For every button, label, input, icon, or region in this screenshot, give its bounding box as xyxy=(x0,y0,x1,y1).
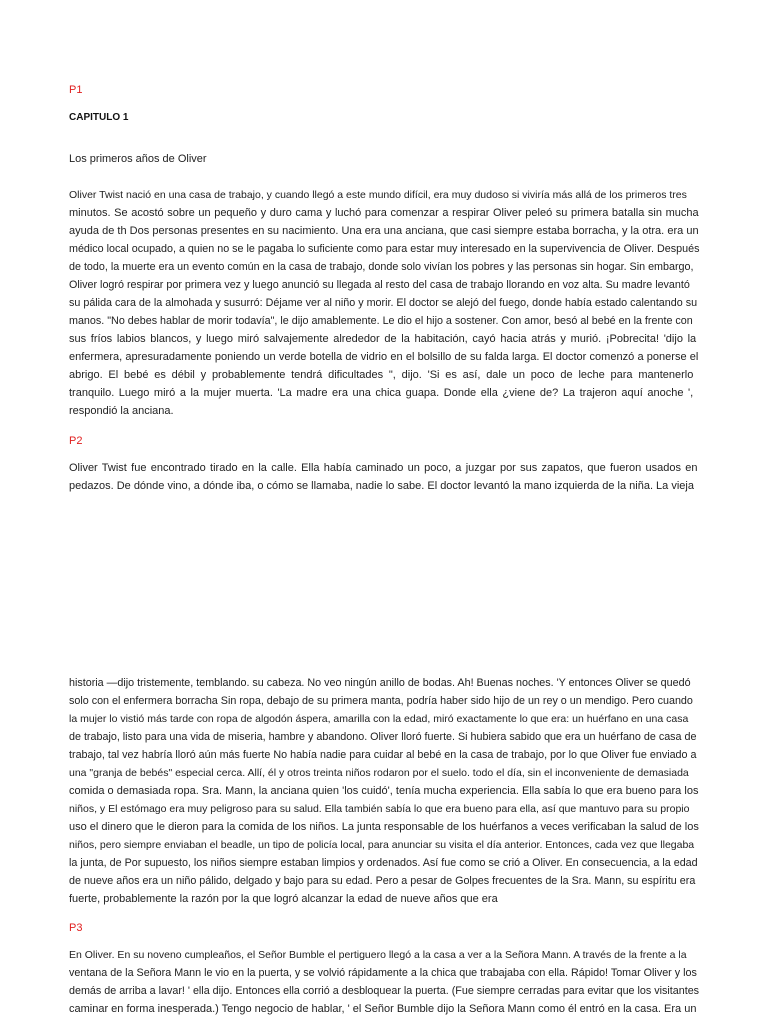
text-line: ayuda de th Dos personas presentes en su nacimiento. Una era una anciana, que casi siempre estaba borracha, y la otra. era un xyxy=(69,225,699,237)
text-line: médico local ocupado, a quien no se le pagaba lo suficiente como para estar muy interesado en la supervivencia de Oliver. Después xyxy=(69,243,700,255)
paragraph-p2 xyxy=(69,459,699,495)
text-line: fuerte, probablemente la razón por la que logró alcanzar la edad de nueve años que era xyxy=(69,893,498,905)
text-line: comida o demasiada ropa. Sra. Mann, la anciana quien 'los cuidó', tenía mucha experiencia. Ella sabía lo que era bueno para los xyxy=(69,785,699,797)
text-line: En Oliver. En su noveno cumpleaños, el Señor Bumble el pertiguero llegó a la casa a ver a la Señora Mann. A través de la frente a la xyxy=(69,949,687,961)
text-line: la mujer lo vistió más tarde con ropa de algodón áspera, amarilla con la edad, miró exactamente lo que era: un huérfano en una casa xyxy=(69,713,689,725)
paragraph-p3 xyxy=(69,946,699,1018)
text-line: su pálida cara de la almohada y susurró: Déjame ver al niño y morir. El doctor se alejó del fuego, donde había estado calentando su xyxy=(69,297,698,309)
text-line: niños, y El estómago era muy peligroso para su salud. Ella también sabía lo que era bueno para ella, así que mantuvo para su propio xyxy=(69,803,690,815)
paragraph-p1 xyxy=(69,186,699,420)
text-line: ventana de la Señora Mann le vio en la puerta, y se volvió rápidamente a la chica que trabajaba con ella. Rápido! Tomar Oliver y los xyxy=(69,967,697,979)
chapter-subtitle: Los primeros años de Oliver xyxy=(69,153,207,165)
section-marker-p1: P1 xyxy=(69,84,83,96)
text-line: caminar en forma inesperada.) Tengo negocio de hablar, ' el Señor Bumble dijo la Señora Mann como él entró en la casa. Era un xyxy=(69,1003,697,1015)
section-marker-p3: P3 xyxy=(69,922,83,934)
text-line: respondió la anciana. xyxy=(69,405,174,417)
text-line: de trabajo, listo para una vida de miseria, hambre y abandono. Oliver lloró fuerte. Si hubiera sabido que era un huérfano de casa de xyxy=(69,731,697,743)
text-line: historia —dijo tristemente, temblando. su cabeza. No veo ningún anillo de bodas. Ah! Buenas noches. 'Y entonces Oliver se quedó xyxy=(69,677,691,689)
paragraph-continuation xyxy=(69,674,699,908)
text-line: trabajo, tal vez habría lloró aún más fuerte No había nadie para cuidar al bebé en la casa de trabajo, por lo que Oliver fue enviado a xyxy=(69,749,697,761)
section-marker-p2: P2 xyxy=(69,435,83,447)
text-line: niños, pero siempre enviaban el beadle, un tipo de policía local, para anunciar su visita el día anterior. Entonces, cada vez que llegaba xyxy=(69,839,695,851)
text-line: tranquilo. Luego miró a la mujer muerta. 'La madre era una chica guapa. Donde ella ¿viene de? La trajeron aquí anoche ', xyxy=(69,387,694,399)
text-line: de nueve años era un niño pálido, delgado y bajo para su edad. Pero a pesar de Golpes frecuentes de la Sra. Mann, su espíritu era xyxy=(69,875,696,887)
text-line: uso el dinero que le dieron para la comida de los niños. La junta responsable de los huérfanos a veces verificaban la salud de los xyxy=(69,821,699,833)
text-line: de todo, la muerte era un evento común en la casa de trabajo, donde solo vivían los pobres y las personas sin hogar. Sin embargo, xyxy=(69,261,694,273)
text-line: sus fríos labios blancos, y luego miró salvajemente alrededor de la habitación, cayó hacia atrás y murió. ¡Pobrecita! 'dijo la xyxy=(69,333,697,345)
text-line: abrigo. El bebé es débil y probablemente tendrá dificultades ", dijo. 'Si es así, dale un poco de leche para mantenerlo xyxy=(69,369,694,381)
text-line: demás de arriba a lavar! ' ella dijo. Entonces ella corrió a desbloquear la puerta. (Fue siempre cerradas para evitar que los visitantes xyxy=(69,985,700,997)
chapter-heading: CAPITULO 1 xyxy=(69,112,129,123)
text-line: Oliver Twist fue encontrado tirado en la calle. Ella había caminado un poco, a juzgar por sus zapatos, que fueron usados en xyxy=(69,462,698,474)
text-line: minutos. Se acostó sobre un pequeño y duro cama y luchó para comenzar a respirar Oliver peleó su primera batalla sin mucha xyxy=(69,207,699,219)
text-line: Oliver logró respirar por primera vez y luego anunció su llegada al resto del casa de trabajo llorando en voz alta. Su madre levantó xyxy=(69,279,690,291)
text-line: Oliver Twist nació en una casa de trabajo, y cuando llegó a este mundo difícil, era muy dudoso si viviría más allá de los primeros tres xyxy=(69,189,687,201)
text-line: una "granja de bebés" especial cerca. Allí, él y otros treinta niños rodaron por el suelo. todo el día, sin el inconveniente de demasiada xyxy=(69,767,689,779)
text-line: manos. "No debes hablar de morir todavía", le dijo amablemente. Le dio el hijo a sostener. Con amor, besó al bebé en la frente con xyxy=(69,315,693,327)
text-line: solo con el enfermera borracha Sin ropa, debajo de su primera manta, podría haber sido hijo de un rey o un mendigo. Pero cuando xyxy=(69,695,693,707)
text-line: enfermera, apresuradamente poniendo un verde botella de vidrio en el bolsillo de su falda larga. El doctor comenzó a ponerse el xyxy=(69,351,699,363)
text-line: la junta, de Por supuesto, los niños siempre estaban limpios y ordenados. Así fue como se crió a Oliver. En consecuencia, a la edad xyxy=(69,857,698,869)
text-line: pedazos. De dónde vino, a dónde iba, o cómo se llamaba, nadie lo sabe. El doctor levantó la mano izquierda de la niña. La vieja xyxy=(69,480,694,492)
